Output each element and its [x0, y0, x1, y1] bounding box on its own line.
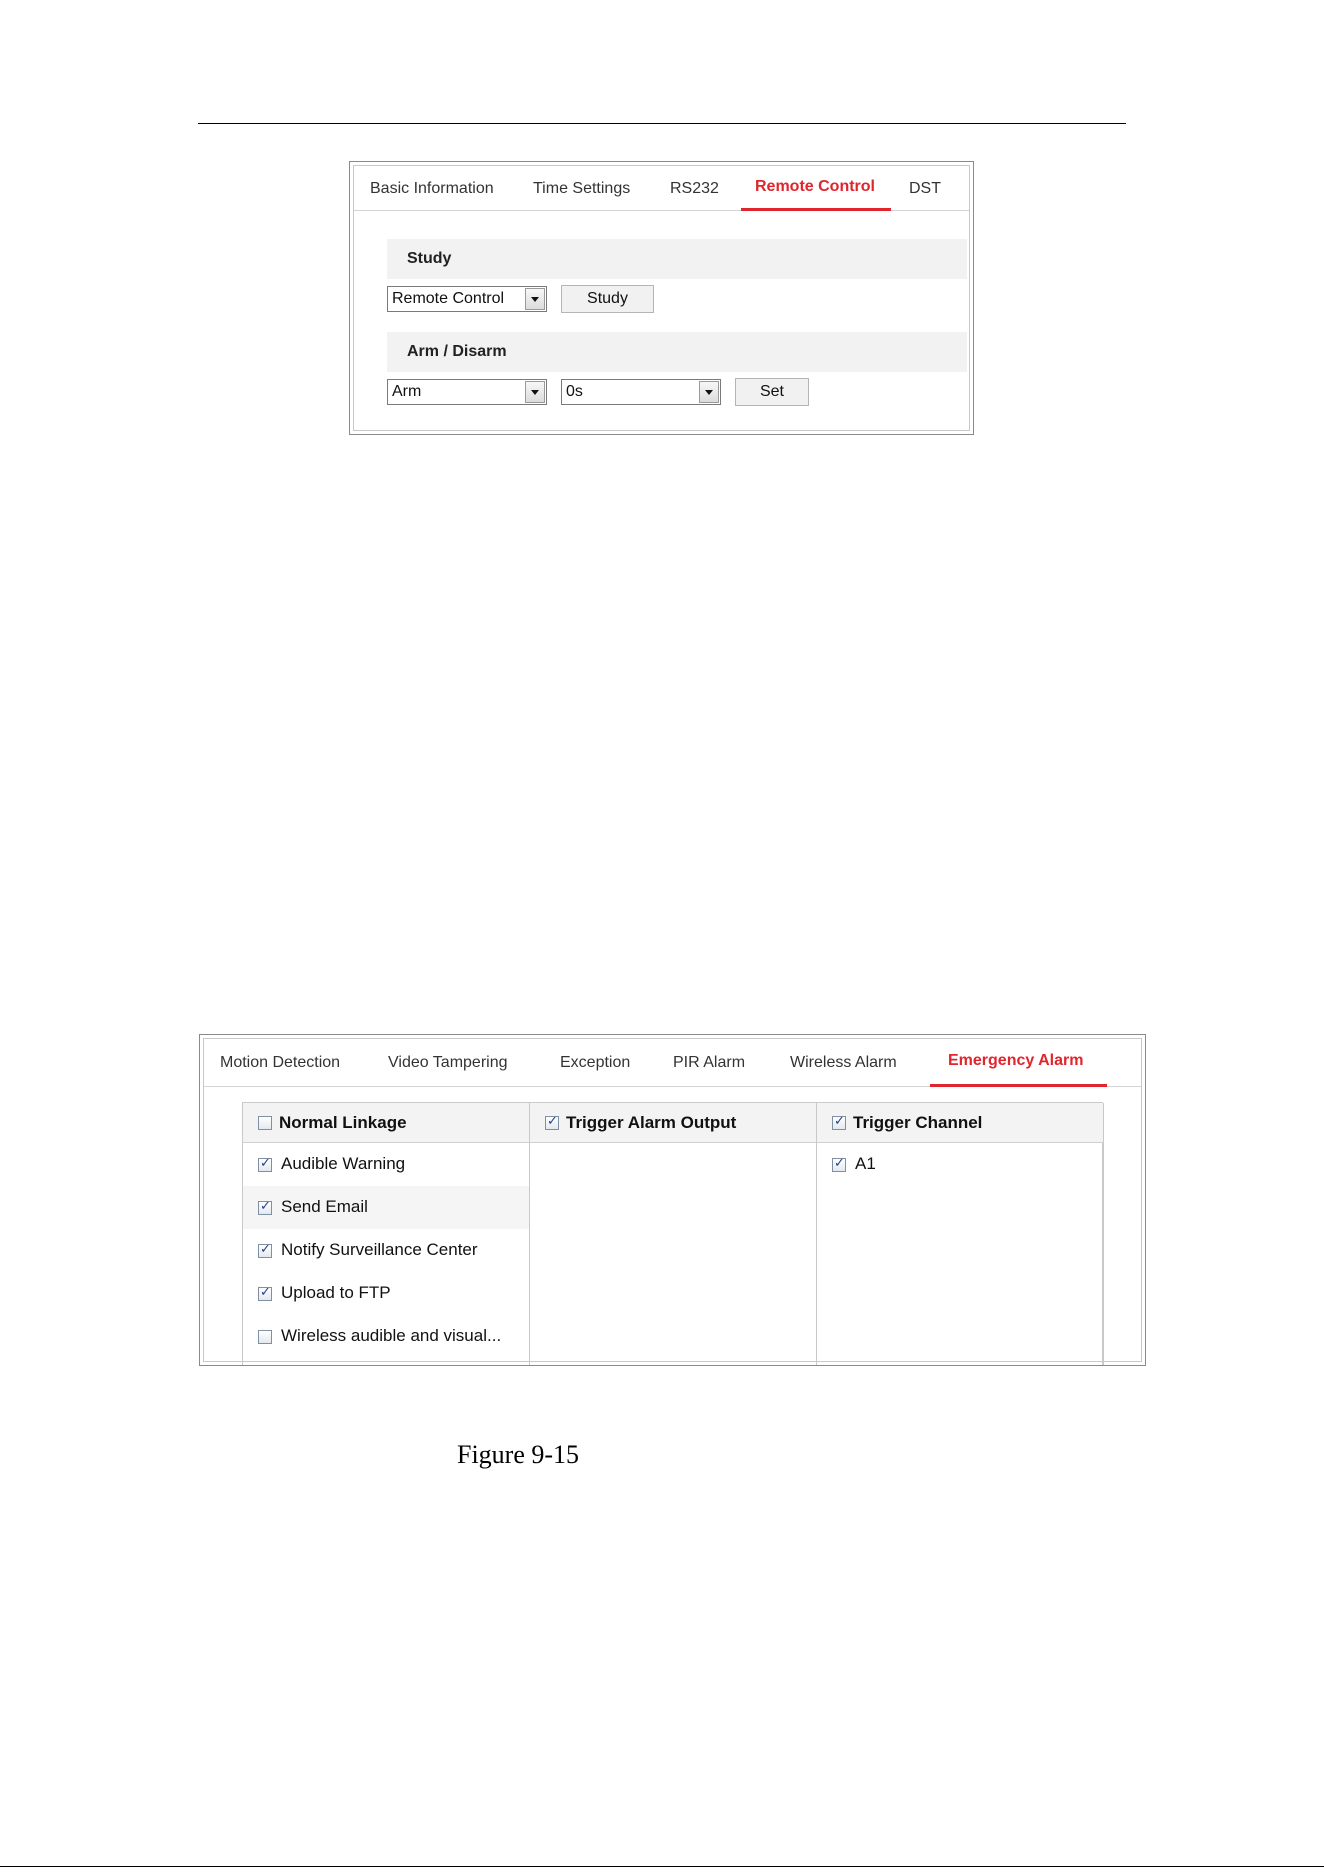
study-section-header [387, 239, 967, 279]
trigger-alarm-output-label: Trigger Alarm Output [566, 1113, 737, 1132]
upload-to-ftp-checkbox[interactable] [258, 1287, 272, 1301]
notify-surveillance-center-label: Notify Surveillance Center [281, 1240, 478, 1259]
tab-basic-information[interactable]: Basic Information [370, 180, 494, 197]
list-item [817, 1143, 1103, 1186]
arm-delay-select[interactable] [561, 379, 721, 405]
chevron-down-icon[interactable] [525, 288, 545, 310]
audible-warning-checkbox[interactable] [258, 1158, 272, 1172]
trigger-alarm-output-checkbox[interactable] [545, 1116, 559, 1130]
tab-emergency-alarm[interactable]: Emergency Alarm [948, 1052, 1084, 1069]
trigger-channel-header [817, 1103, 1103, 1143]
arm-disarm-heading: Arm / Disarm [407, 343, 507, 360]
trigger-alarm-output-column [530, 1103, 817, 1365]
chevron-down-icon[interactable] [699, 381, 719, 403]
tab-video-tampering[interactable]: Video Tampering [388, 1054, 508, 1071]
tab-wireless-alarm[interactable]: Wireless Alarm [790, 1054, 897, 1071]
upload-to-ftp-label: Upload to FTP [281, 1283, 391, 1302]
tab-remote-control[interactable]: Remote Control [755, 178, 875, 195]
list-item [243, 1186, 529, 1229]
active-tab-indicator [930, 1084, 1107, 1087]
list-item [243, 1272, 529, 1315]
page-header-rule [198, 123, 1126, 124]
chevron-down-icon[interactable] [525, 381, 545, 403]
study-mode-select[interactable] [387, 286, 547, 312]
normal-linkage-label: Normal Linkage [279, 1113, 407, 1132]
normal-linkage-column [243, 1103, 530, 1365]
notify-surveillance-center-checkbox[interactable] [258, 1244, 272, 1258]
channel-a1-label: A1 [855, 1154, 876, 1173]
study-button[interactable]: Study [561, 285, 654, 313]
channel-a1-checkbox[interactable] [832, 1158, 846, 1172]
emergency-alarm-panel [199, 1034, 1146, 1366]
tab-dst[interactable]: DST [909, 180, 941, 197]
arm-mode-select[interactable] [387, 379, 547, 405]
linkage-grid [242, 1102, 1103, 1365]
tab-time-settings[interactable]: Time Settings [533, 180, 631, 197]
send-email-checkbox[interactable] [258, 1201, 272, 1215]
arm-delay-value: 0s [566, 383, 583, 400]
arm-mode-value: Arm [392, 383, 422, 400]
normal-linkage-header [243, 1103, 529, 1143]
trigger-channel-checkbox[interactable] [832, 1116, 846, 1130]
remote-control-panel [349, 161, 974, 435]
study-heading: Study [407, 250, 452, 267]
tab-motion-detection[interactable]: Motion Detection [220, 1054, 341, 1071]
trigger-channel-column [817, 1103, 1104, 1365]
list-item [243, 1229, 529, 1272]
tab-bar [354, 166, 969, 211]
figure-caption: Figure 9-15 [457, 1440, 580, 1469]
tab-pir-alarm[interactable]: PIR Alarm [673, 1054, 746, 1071]
trigger-alarm-output-header [530, 1103, 816, 1143]
list-item [243, 1143, 529, 1186]
arm-disarm-section-header [387, 332, 967, 372]
page-footer-rule [0, 1866, 1324, 1867]
normal-linkage-checkbox[interactable] [258, 1116, 272, 1130]
audible-warning-label: Audible Warning [281, 1154, 406, 1173]
wireless-audible-visual-label: Wireless audible and visual... [281, 1326, 502, 1345]
trigger-channel-label: Trigger Channel [853, 1113, 983, 1132]
tab-rs232[interactable]: RS232 [670, 180, 719, 197]
wireless-audible-visual-checkbox[interactable] [258, 1330, 272, 1344]
tab-exception[interactable]: Exception [560, 1054, 631, 1071]
send-email-label: Send Email [281, 1197, 368, 1216]
list-item [243, 1315, 529, 1358]
tab-bar [204, 1039, 1141, 1087]
active-tab-indicator [741, 208, 891, 211]
set-button[interactable]: Set [735, 378, 809, 406]
study-mode-value: Remote Control [392, 290, 505, 307]
